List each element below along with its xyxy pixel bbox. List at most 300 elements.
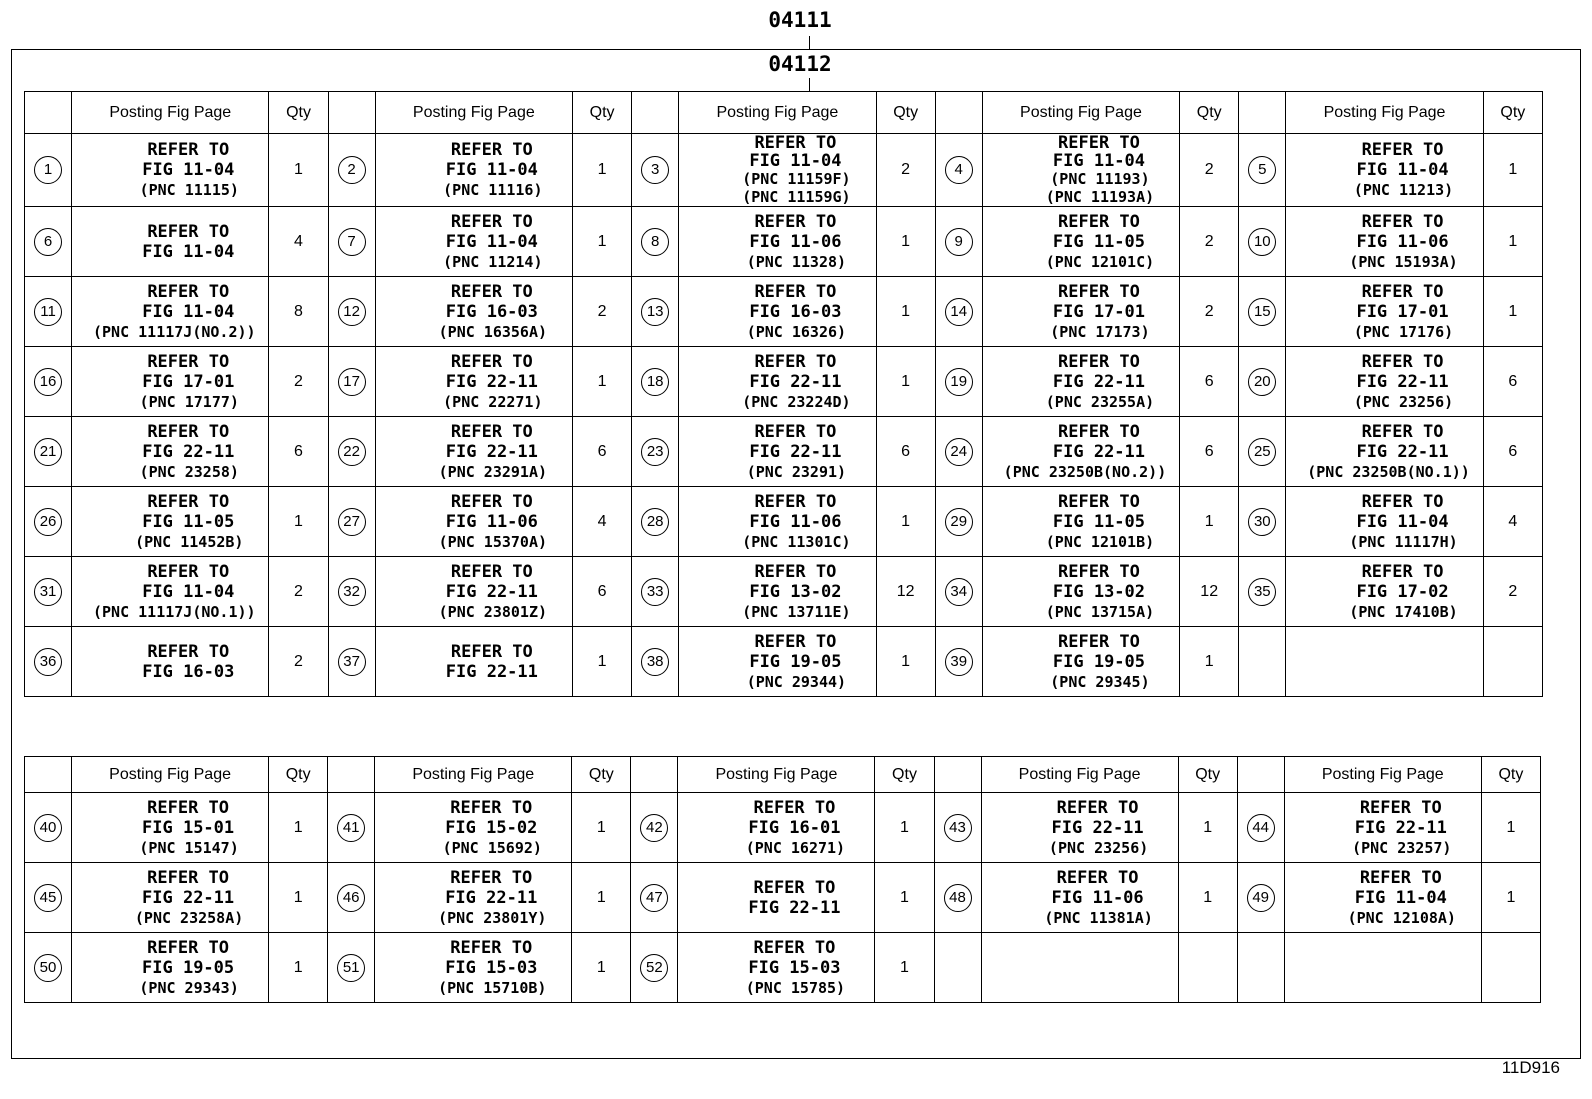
item-number-badge: 42: [640, 814, 668, 842]
fig-number: FIG 22-11: [445, 887, 538, 908]
pnc-number: (PNC 12101B): [1045, 532, 1155, 551]
table-row: [25, 487, 1543, 557]
item-number-badge: 20: [1248, 368, 1276, 396]
qty-cell: [1178, 933, 1237, 1003]
qty-cell: 4: [573, 487, 632, 557]
fig-reference-cell: [678, 793, 875, 863]
header-qty: Qty: [572, 757, 631, 793]
fig-number: FIG 13-02: [749, 581, 842, 602]
item-number-badge: 19: [945, 368, 973, 396]
refer-to-label: REFER TO: [147, 797, 230, 818]
fig-reference-cell: [982, 347, 1179, 417]
fig-reference-cell: [981, 863, 1178, 933]
fig-reference-cell: [375, 557, 572, 627]
fig-reference-cell: [679, 134, 876, 207]
pnc-number: (PNC 11193A): [1045, 188, 1155, 206]
item-number-badge: 46: [337, 884, 365, 912]
fig-reference-cell: [982, 417, 1179, 487]
qty-cell: 1: [269, 793, 328, 863]
fig-number: FIG 15-02: [445, 817, 538, 838]
pnc-number: (PNC 11214): [443, 252, 543, 271]
header-number-cell: [631, 757, 678, 793]
item-number-badge: 47: [640, 884, 668, 912]
fig-number: FIG 22-11: [1052, 371, 1146, 392]
fig-reference-cell: [1286, 487, 1483, 557]
table-row: [25, 627, 1543, 697]
refer-to-label: REFER TO: [754, 421, 837, 442]
refer-to-label: REFER TO: [1058, 561, 1140, 582]
item-number-cell: [328, 347, 375, 417]
item-number-badge: 13: [641, 298, 669, 326]
item-number-cell: [632, 277, 679, 347]
qty-cell: 1: [1481, 863, 1540, 933]
item-number-cell: [1237, 933, 1284, 1003]
refer-to-label: REFER TO: [1359, 797, 1442, 818]
item-number-badge: 8: [641, 228, 669, 256]
refer-to-label: REFER TO: [1058, 351, 1140, 372]
refer-to-label: REFER TO: [450, 211, 533, 232]
qty-cell: 1: [1483, 277, 1542, 347]
header-fig-page: Posting Fig Page: [375, 92, 572, 134]
fig-number: FIG 11-06: [445, 511, 538, 532]
fig-number: FIG 16-01: [748, 817, 841, 838]
qty-cell: 2: [573, 277, 632, 347]
fig-number: FIG 22-11: [1052, 441, 1146, 462]
fig-number: FIG 22-11: [748, 897, 841, 918]
fig-number: FIG 22-11: [445, 371, 538, 392]
item-number-badge: 1: [34, 156, 62, 184]
fig-number: FIG 19-05: [142, 957, 235, 978]
header-qty: Qty: [269, 92, 328, 134]
qty-cell: 2: [1180, 134, 1239, 207]
item-number-badge: 37: [338, 648, 366, 676]
item-number-cell: [328, 933, 375, 1003]
fig-reference-cell: [982, 487, 1179, 557]
qty-cell: 1: [875, 863, 934, 933]
fig-reference-cell: [981, 793, 1178, 863]
refer-to-label: REFER TO: [1056, 867, 1139, 888]
item-number-cell: [25, 347, 72, 417]
qty-cell: 1: [269, 134, 328, 207]
reference-table-2: [24, 756, 1541, 1003]
pnc-number: (PNC 29344): [746, 672, 847, 691]
refer-to-label: REFER TO: [147, 351, 230, 372]
refer-to-label: REFER TO: [1361, 140, 1444, 160]
fig-reference-cell: [678, 863, 875, 933]
pnc-number: (PNC 11381A): [1044, 908, 1153, 927]
item-number-badge: 29: [945, 508, 973, 536]
qty-cell: 1: [1180, 487, 1239, 557]
header-fig-page: Posting Fig Page: [981, 757, 1178, 793]
table-row: [25, 347, 1543, 417]
refer-to-label: REFER TO: [450, 491, 533, 512]
header-number-cell: [934, 757, 981, 793]
header-qty: Qty: [875, 757, 934, 793]
item-number-cell: [935, 207, 982, 277]
refer-to-label: REFER TO: [1058, 421, 1140, 442]
item-number-cell: [1239, 347, 1286, 417]
fig-reference-cell: [1286, 627, 1483, 697]
leader-line-sub: [809, 78, 810, 92]
pnc-number: (PNC 11117J(NO.2)): [92, 322, 256, 341]
item-number-badge: 26: [34, 508, 62, 536]
fig-number: FIG 22-11: [1354, 817, 1447, 838]
item-number-badge: 45: [34, 884, 62, 912]
fig-number: FIG 22-11: [445, 661, 538, 682]
refer-to-label: REFER TO: [147, 937, 230, 958]
pnc-number: (PNC 23291A): [438, 462, 548, 481]
item-number-badge: 39: [945, 648, 973, 676]
fig-number: FIG 11-04: [1356, 160, 1449, 180]
item-number-badge: 2: [338, 156, 366, 184]
fig-number: FIG 16-03: [142, 661, 235, 682]
fig-number: FIG 17-01: [1356, 301, 1449, 322]
qty-cell: 1: [876, 627, 935, 697]
item-number-cell: [631, 933, 678, 1003]
pnc-number: (PNC 23256): [1353, 392, 1454, 411]
item-number-badge: 43: [944, 814, 972, 842]
pnc-number: (PNC 15785): [745, 978, 846, 997]
qty-cell: 12: [876, 557, 935, 627]
qty-cell: 1: [876, 347, 935, 417]
fig-reference-cell: [375, 347, 572, 417]
item-number-badge: 34: [945, 578, 973, 606]
table-row: [25, 207, 1543, 277]
fig-reference-cell: [375, 933, 572, 1003]
fig-reference-cell: [375, 417, 572, 487]
fig-reference-cell: [1286, 557, 1483, 627]
qty-cell: 1: [876, 487, 935, 557]
fig-reference-cell: [678, 933, 875, 1003]
pnc-number: (PNC 29343): [139, 978, 239, 997]
qty-cell: 1: [573, 134, 632, 207]
qty-cell: 1: [1481, 793, 1540, 863]
pnc-number: (PNC 11301C): [742, 532, 851, 551]
header-qty: Qty: [1178, 757, 1237, 793]
fig-number: FIG 11-04: [142, 241, 235, 262]
item-number-badge: 15: [1248, 298, 1276, 326]
item-number-cell: [935, 277, 982, 347]
qty-cell: 6: [573, 417, 632, 487]
fig-reference-cell: [1286, 417, 1483, 487]
item-number-cell: [25, 487, 72, 557]
pnc-number: (PNC 17177): [139, 392, 239, 411]
refer-to-label: REFER TO: [147, 140, 230, 160]
pnc-number: (PNC 23250B(NO.1)): [1307, 462, 1470, 481]
item-number-badge: 51: [337, 954, 365, 982]
header-fig-page: Posting Fig Page: [72, 92, 269, 134]
pnc-number: (PNC 23224D): [742, 392, 851, 411]
qty-cell: 1: [875, 793, 934, 863]
item-number-cell: [25, 627, 72, 697]
fig-number: FIG 22-11: [1051, 817, 1144, 838]
item-number-badge: 41: [337, 814, 365, 842]
fig-reference-cell: [982, 207, 1179, 277]
header-fig-page: Posting Fig Page: [72, 757, 269, 793]
header-fig-page: Posting Fig Page: [678, 757, 875, 793]
qty-cell: 1: [572, 863, 631, 933]
refer-to-label: REFER TO: [147, 281, 230, 302]
item-number-cell: [632, 417, 679, 487]
qty-cell: 1: [875, 933, 934, 1003]
fig-reference-cell: [1286, 277, 1483, 347]
header-fig-page: Posting Fig Page: [1284, 757, 1481, 793]
header-qty: Qty: [1481, 757, 1540, 793]
item-number-badge: 18: [641, 368, 669, 396]
fig-number: FIG 11-06: [749, 511, 842, 532]
refer-to-label: REFER TO: [1056, 797, 1139, 818]
fig-reference-cell: [72, 793, 269, 863]
fig-reference-cell: [679, 627, 876, 697]
header-row: [25, 757, 1541, 793]
refer-to-label: REFER TO: [754, 133, 837, 153]
qty-cell: [1481, 933, 1540, 1003]
header-number-cell: [25, 757, 72, 793]
fig-number: FIG 11-04: [142, 581, 235, 602]
fig-reference-cell: [1284, 863, 1481, 933]
fig-reference-cell: [375, 134, 572, 207]
item-number-badge: 3: [641, 156, 669, 184]
item-number-cell: [935, 347, 982, 417]
item-number-cell: [1239, 417, 1286, 487]
fig-reference-cell: [982, 277, 1179, 347]
item-number-cell: [25, 863, 72, 933]
pnc-number: (PNC 16326): [746, 322, 847, 341]
fig-reference-cell: [1286, 134, 1483, 207]
item-number-badge: 48: [944, 884, 972, 912]
qty-cell: 1: [269, 863, 328, 933]
table-row: [25, 863, 1541, 933]
item-number-badge: 27: [338, 508, 366, 536]
item-number-badge: 52: [640, 954, 668, 982]
item-number-cell: [632, 207, 679, 277]
pnc-number: (PNC 15692): [442, 838, 542, 857]
pnc-number: (PNC 11328): [746, 252, 847, 271]
figure-id: 11D916: [1501, 1058, 1560, 1077]
item-number-badge: 11: [34, 298, 62, 326]
table-row: [25, 557, 1543, 627]
item-number-badge: 31: [34, 578, 62, 606]
header-number-cell: [328, 92, 375, 134]
pnc-number: (PNC 15370A): [438, 532, 548, 551]
item-number-cell: [328, 557, 375, 627]
qty-cell: 2: [1180, 277, 1239, 347]
item-number-cell: [1237, 793, 1284, 863]
fig-reference-cell: [982, 134, 1179, 207]
fig-number: FIG 11-05: [1052, 231, 1146, 252]
refer-to-label: REFER TO: [1058, 631, 1140, 652]
refer-to-label: REFER TO: [147, 221, 230, 242]
table-row: [25, 417, 1543, 487]
refer-to-label: REFER TO: [450, 797, 533, 818]
fig-reference-cell: [72, 487, 269, 557]
fig-reference-cell: [982, 627, 1179, 697]
refer-to-label: REFER TO: [450, 281, 533, 302]
fig-number: FIG 17-02: [1356, 581, 1449, 602]
header-qty: Qty: [876, 92, 935, 134]
header-qty: Qty: [573, 92, 632, 134]
refer-to-label: REFER TO: [754, 281, 837, 302]
fig-number: FIG 22-11: [1356, 371, 1449, 392]
item-number-cell: [935, 134, 982, 207]
refer-to-label: REFER TO: [1058, 211, 1140, 232]
fig-reference-cell: [982, 557, 1179, 627]
qty-cell: 2: [1483, 557, 1542, 627]
header-fig-page: Posting Fig Page: [375, 757, 572, 793]
item-number-cell: [1237, 863, 1284, 933]
item-number-cell: [328, 863, 375, 933]
qty-cell: 1: [876, 207, 935, 277]
item-number-badge: 38: [641, 648, 669, 676]
pnc-number: (PNC 15193A): [1349, 252, 1458, 271]
fig-reference-cell: [375, 487, 572, 557]
fig-number: FIG 11-06: [1051, 887, 1144, 908]
item-number-cell: [1239, 627, 1286, 697]
item-number-cell: [631, 863, 678, 933]
fig-reference-cell: [1286, 207, 1483, 277]
header-number-cell: [25, 92, 72, 134]
refer-to-label: REFER TO: [147, 421, 230, 442]
pnc-number: (PNC 11213): [1353, 181, 1454, 199]
fig-number: FIG 19-05: [749, 651, 842, 672]
fig-reference-cell: [72, 627, 269, 697]
table-row: [25, 933, 1541, 1003]
fig-reference-cell: [72, 933, 269, 1003]
item-number-cell: [25, 793, 72, 863]
item-number-badge: 23: [641, 438, 669, 466]
item-number-badge: 36: [34, 648, 62, 676]
pnc-number: (PNC 11116): [443, 181, 543, 199]
item-number-cell: [25, 277, 72, 347]
fig-reference-cell: [72, 347, 269, 417]
fig-number: FIG 22-11: [445, 441, 538, 462]
refer-to-label: REFER TO: [1361, 281, 1444, 302]
fig-reference-cell: [679, 557, 876, 627]
pnc-number: (PNC 15147): [139, 838, 239, 857]
refer-to-label: REFER TO: [754, 351, 837, 372]
item-number-badge: 6: [34, 228, 62, 256]
item-number-badge: 44: [1247, 814, 1275, 842]
fig-reference-cell: [375, 207, 572, 277]
qty-cell: 1: [1483, 207, 1542, 277]
item-number-cell: [935, 417, 982, 487]
pnc-number: (PNC 11117H): [1349, 532, 1458, 551]
fig-number: FIG 22-11: [749, 441, 842, 462]
item-number-cell: [934, 933, 981, 1003]
qty-cell: 1: [269, 487, 328, 557]
refer-to-label: REFER TO: [1361, 561, 1444, 582]
item-number-cell: [328, 793, 375, 863]
refer-to-label: REFER TO: [753, 797, 836, 818]
qty-cell: 2: [876, 134, 935, 207]
item-number-cell: [934, 793, 981, 863]
fig-reference-cell: [679, 347, 876, 417]
qty-cell: 1: [573, 347, 632, 417]
refer-to-label: REFER TO: [1058, 133, 1140, 153]
item-number-cell: [328, 134, 375, 207]
refer-to-label: REFER TO: [450, 937, 533, 958]
fig-reference-cell: [375, 793, 572, 863]
item-number-badge: 32: [338, 578, 366, 606]
qty-cell: 6: [1180, 347, 1239, 417]
item-number-badge: 28: [641, 508, 669, 536]
qty-cell: 1: [573, 207, 632, 277]
item-number-cell: [328, 277, 375, 347]
fig-reference-cell: [375, 627, 572, 697]
item-number-cell: [328, 487, 375, 557]
fig-number: FIG 11-04: [1052, 151, 1146, 171]
item-number-cell: [632, 134, 679, 207]
qty-cell: 1: [1180, 627, 1239, 697]
qty-cell: 1: [572, 933, 631, 1003]
fig-number: FIG 15-03: [748, 957, 841, 978]
fig-reference-cell: [375, 277, 572, 347]
fig-reference-cell: [72, 134, 269, 207]
item-number-cell: [25, 417, 72, 487]
pnc-number: (PNC 23250B(NO.2)): [1003, 462, 1167, 481]
refer-to-label: REFER TO: [754, 211, 837, 232]
refer-to-label: REFER TO: [1359, 867, 1442, 888]
leader-line: [809, 36, 810, 50]
fig-number: FIG 17-01: [1052, 301, 1146, 322]
qty-cell: 1: [1178, 793, 1237, 863]
fig-reference-cell: [679, 417, 876, 487]
refer-to-label: REFER TO: [147, 561, 230, 582]
pnc-number: (PNC 23256): [1048, 838, 1149, 857]
item-number-badge: 33: [641, 578, 669, 606]
refer-to-label: REFER TO: [1058, 491, 1140, 512]
pnc-number: (PNC 11117J(NO.1)): [92, 602, 256, 621]
pnc-number: (PNC 23255A): [1045, 392, 1155, 411]
item-number-badge: 35: [1248, 578, 1276, 606]
pnc-number: (PNC 23801Z): [438, 602, 548, 621]
item-number-badge: 12: [338, 298, 366, 326]
item-number-cell: [632, 627, 679, 697]
item-number-badge: 22: [338, 438, 366, 466]
pnc-number: (PNC 23258): [139, 462, 239, 481]
qty-cell: 6: [573, 557, 632, 627]
fig-number: FIG 11-05: [142, 511, 235, 532]
refer-to-label: REFER TO: [450, 140, 533, 160]
refer-to-label: REFER TO: [1058, 281, 1140, 302]
item-number-cell: [25, 207, 72, 277]
qty-cell: 2: [1180, 207, 1239, 277]
fig-reference-cell: [1284, 933, 1481, 1003]
item-number-cell: [934, 863, 981, 933]
qty-cell: 4: [269, 207, 328, 277]
fig-reference-cell: [1286, 347, 1483, 417]
qty-cell: 4: [1483, 487, 1542, 557]
refer-to-label: REFER TO: [147, 641, 230, 662]
header-number-cell: [328, 757, 375, 793]
fig-reference-cell: [72, 863, 269, 933]
fig-number: FIG 16-03: [749, 301, 842, 322]
pnc-number: (PNC 13715A): [1045, 602, 1155, 621]
item-number-badge: 9: [945, 228, 973, 256]
item-number-badge: 10: [1248, 228, 1276, 256]
fig-number: FIG 13-02: [1052, 581, 1146, 602]
fig-reference-cell: [679, 277, 876, 347]
item-number-cell: [25, 557, 72, 627]
refer-to-label: REFER TO: [753, 877, 836, 898]
fig-reference-cell: [981, 933, 1178, 1003]
pnc-number: (PNC 11115): [139, 181, 239, 199]
assembly-part-number: 04111: [768, 8, 832, 32]
fig-number: FIG 11-04: [445, 231, 538, 252]
fig-number: FIG 11-06: [1356, 231, 1449, 252]
refer-to-label: REFER TO: [1361, 421, 1444, 442]
fig-number: FIG 17-01: [142, 371, 235, 392]
